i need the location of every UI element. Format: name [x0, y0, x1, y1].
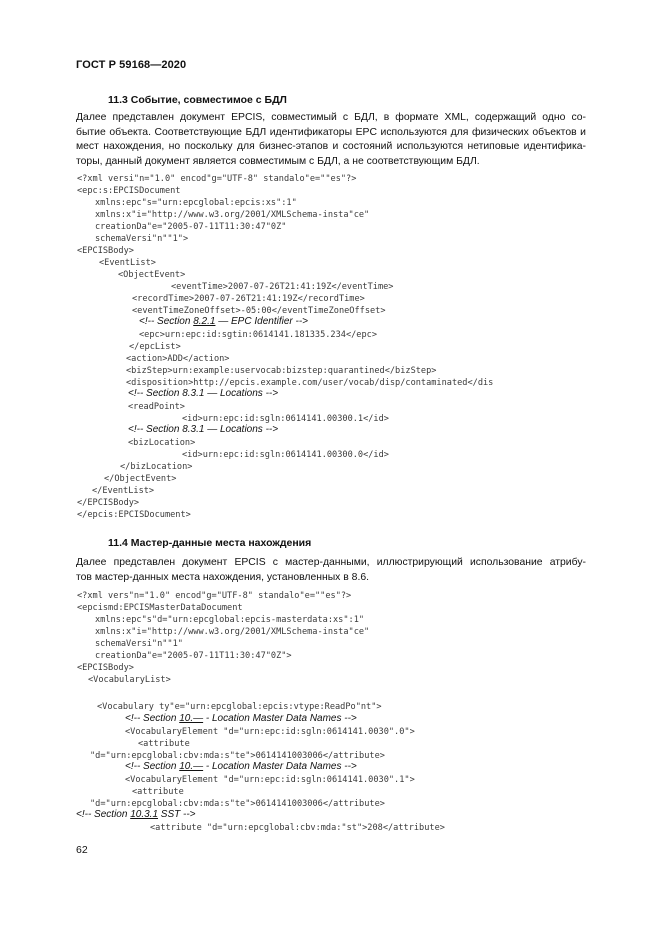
code-line: <Vocabulary ty"e="urn:epcglobal:epcis:vtype:ReadPo"nt"> — [97, 702, 382, 712]
section-title-11-3: 11.3 Событие, совместимое с БДЛ — [108, 94, 287, 106]
code-comment: <!-- Section 10.3.1 SST --> — [76, 809, 196, 820]
paragraph-line: тов мастер-данных места нахождения, установленных в 8.6. — [76, 571, 369, 583]
code-line: <bizStep>urn:example:uservocab:bizstep:quarantined</bizStep> — [126, 366, 437, 376]
code-comment: <!-- Section 10.— - Location Master Data Names --> — [125, 713, 357, 724]
code-line: </epcis:EPCISDocument> — [77, 510, 191, 520]
paragraph-line: Далее представлен документ EPCIS с мастер-данными, иллюстрирующий использование атрибу- — [76, 557, 586, 568]
paragraph-11-3 — [76, 111, 586, 169]
code-line: <?xml versi"n="1.0" encod"g="UTF-8" standalo"e=""es"?> — [77, 174, 357, 184]
page-number: 62 — [76, 844, 88, 856]
code-comment: <!-- Section 8.2.1 — EPC Identifier --> — [139, 316, 308, 327]
code-line: <readPoint> — [128, 402, 185, 412]
paragraph-line: торы, данный документ является совместимым с БДЛ, а не соответствующим БДЛ. — [76, 155, 480, 167]
code-line: <VocabularyElement "d="urn:epc:id:sgln:0614141.0030".1"> — [125, 775, 415, 785]
code-line: xmlns:x"i="http://www.w3.org/2001/XMLSchema-insta"ce" — [95, 210, 370, 220]
paragraph-11-4 — [76, 556, 586, 585]
code-line: </EventList> — [92, 486, 155, 496]
code-line: <ObjectEvent> — [118, 270, 186, 280]
code-line: creationDa"e="2005-07-11T11:30:47"0Z"> — [95, 651, 292, 661]
code-line: </EPCISBody> — [77, 498, 140, 508]
code-line: <id>urn:epc:id:sgln:0614141.00300.0</id> — [182, 450, 389, 460]
code-line: <eventTime>2007-07-26T21:41:19Z</eventTime> — [171, 282, 394, 292]
code-line: </epcList> — [129, 342, 181, 352]
code-line: <?xml vers"n="1.0" encod"g="UTF-8" standalo"e=""es"?> — [77, 591, 352, 601]
code-line: <eventTimeZoneOffset>-05:00</eventTimeZoneOffset> — [132, 306, 386, 316]
code-line: <VocabularyList> — [88, 675, 171, 685]
code-line: <recordTime>2007-07-26T21:41:19Z</recordTime> — [132, 294, 365, 304]
code-line: </bizLocation> — [120, 462, 193, 472]
code-line: "d="urn:epcglobal:cbv:mda:s"te">0614141003006</attribute> — [90, 751, 385, 761]
code-line: <VocabularyElement "d="urn:epc:id:sgln:0614141.0030".0"> — [125, 727, 415, 737]
code-line: xmlns:epc"s="urn:epcglobal:epcis:xs":1" — [95, 198, 297, 208]
code-comment: <!-- Section 8.3.1 — Locations --> — [128, 424, 279, 435]
code-line: <id>urn:epc:id:sgln:0614141.00300.1</id> — [182, 414, 389, 424]
paragraph-line: мест нахождения, но поскольку для бизнес-этапов и состояний используются нетиповые идентифика- — [76, 141, 586, 152]
code-line: creationDa"e="2005-07-11T11:30:47"0Z" — [95, 222, 287, 232]
document-header: ГОСТ Р 59168—2020 — [76, 59, 187, 71]
code-line: <EventList> — [99, 258, 156, 268]
code-line: <attribute "d="urn:epcglobal:cbv:mda:"st">208</attribute> — [150, 823, 445, 833]
code-line: "d="urn:epcglobal:cbv:mda:s"te">0614141003006</attribute> — [90, 799, 385, 809]
code-line: xmlns:x"i="http://www.w3.org/2001/XMLSchema-insta"ce" — [95, 627, 370, 637]
paragraph-line: Далее представлен документ EPCIS, совместимый с БДЛ, в формате XML, содержащий одно со- — [76, 112, 586, 123]
code-line: <action>ADD</action> — [126, 354, 230, 364]
code-line: <attribute — [138, 739, 190, 749]
code-line: <attribute — [132, 787, 184, 797]
code-line: <epcismd:EPCISMasterDataDocument — [77, 603, 243, 613]
code-line: <epc:s:EPCISDocument — [77, 186, 181, 196]
code-line: schemaVersi"n""1"> — [95, 234, 189, 244]
code-line: <EPCISBody> — [77, 246, 134, 256]
code-comment: <!-- Section 10.— - Location Master Data Names --> — [125, 761, 357, 772]
paragraph-line: бытие объекта. Соответствующие БДЛ идентификаторы EPC используются для физических объектов и — [76, 126, 586, 138]
code-line: <epc>urn:epc:id:sgtin:0614141.181335.234</epc> — [139, 330, 377, 340]
code-line: <bizLocation> — [128, 438, 196, 448]
code-line: <disposition>http://epcis.example.com/user/vocab/disp/contaminated</dis — [126, 378, 494, 388]
section-title-11-4: 11.4 Мастер-данные места нахождения — [108, 537, 312, 549]
code-line: xmlns:epc"s"d="urn:epcglobal:epcis-masterdata:xs":1" — [95, 615, 365, 625]
code-comment: <!-- Section 8.3.1 — Locations --> — [128, 388, 279, 399]
code-line: schemaVersi"n""1" — [95, 639, 183, 649]
code-line: <EPCISBody> — [77, 663, 134, 673]
code-line: </ObjectEvent> — [104, 474, 177, 484]
